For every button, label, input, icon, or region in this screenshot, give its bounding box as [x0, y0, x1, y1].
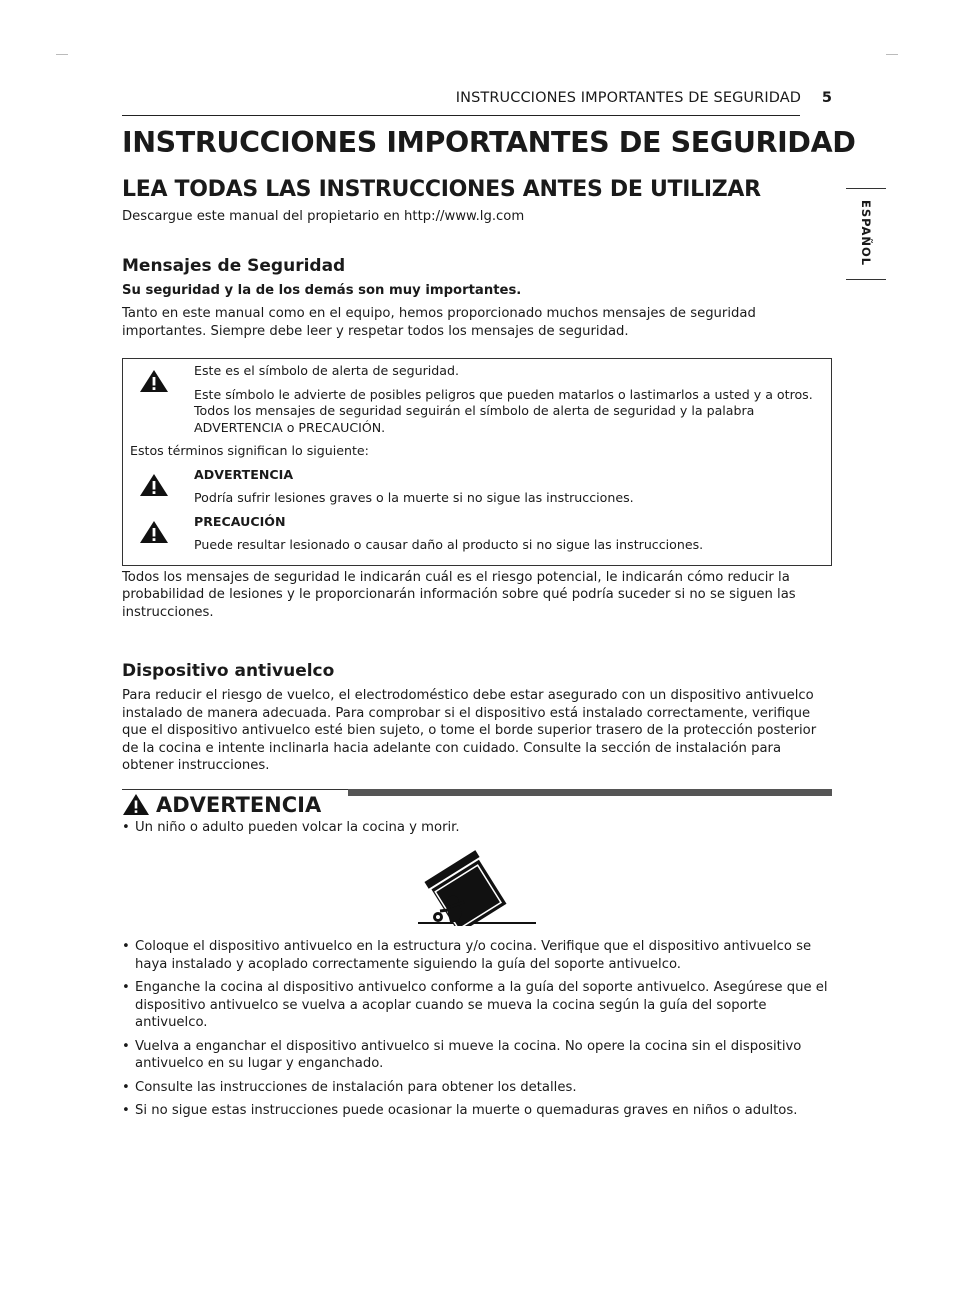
- safety-bold-intro: Su seguridad y la de los demás son muy importantes.: [122, 282, 522, 298]
- warning-text: Podría sufrir lesiones graves o la muerte si no sigue las instrucciones.: [194, 490, 634, 505]
- list-item: • Consulte las instrucciones de instalación para obtener los detalles.: [122, 1079, 832, 1097]
- warning-triangle-icon: [130, 363, 194, 443]
- running-header: [122, 90, 832, 112]
- warning-triangle-icon: [122, 793, 150, 816]
- range-tipping-over-child-illustration: [418, 844, 536, 926]
- list-item: • Un niño o adulto pueden volcar la cocina y morir.: [122, 819, 832, 837]
- terms-intro: Estos términos significan lo siguiente:: [130, 443, 369, 458]
- page-title: INSTRUCCIONES IMPORTANTES DE SEGURIDAD: [122, 126, 856, 159]
- download-text: Descargue este manual del propietario en http://www.lg.com: [122, 209, 525, 224]
- warning-label: ADVERTENCIA: [194, 466, 294, 482]
- symbol-row: [130, 363, 823, 443]
- list-item: • Vuelva a enganchar el dispositivo antivuelco si mueve la cocina. No opere la cocina sin el dispositivo antivuelco en su lugar y enganchado.: [122, 1038, 832, 1073]
- list-item: • Coloque el dispositivo antivuelco en la estructura y/o cocina. Verifique que el dispositivo antivuelco se haya instalado y acoplado correctamente siguiendo la guía del soporte antivuelco.: [122, 938, 832, 973]
- header-rule: [122, 115, 800, 116]
- warning-triangle-icon: [130, 467, 194, 514]
- page-subtitle: LEA TODAS LAS INSTRUCCIONES ANTES DE UTILIZAR: [122, 177, 761, 202]
- caution-label: PRECAUCIÓN: [194, 513, 286, 529]
- symbol-text: Este es el símbolo de alerta de seguridad.: [194, 363, 459, 378]
- language-label: ESPAÑOL: [859, 200, 873, 267]
- anti-tip-text: Para reducir el riesgo de vuelco, el electrodoméstico debe estar asegurado con un dispositivo antivuelco instalado de manera adecuada. Para comprobar si el dispositivo está instalado correctamente, verifique que el dispositivo antivuelco esté bien sujeto, o tome el borde superior trasero de la protección posterior de la cocina e intente inclinarla hacia adelante con cuidado. Consulte la sección de instalación para obtener instrucciones.: [122, 688, 817, 773]
- safety-intro: Tanto en este manual como en el equipo, hemos proporcionado muchos mensajes de seguridad importantes. Siempre debe leer y respetar todos los mensajes de seguridad.: [122, 306, 756, 339]
- list-item: • Enganche la cocina al dispositivo antivuelco conforme a la guía del soporte antivuelco. Asegúrese que el dispositivo antivuelco se vuelva a acoplar cuando se mueva la cocina según la guía del soporte antivuelco.: [122, 979, 832, 1032]
- page-content: [122, 126, 856, 1126]
- warning-banner-bar: [348, 789, 832, 796]
- after-box-text: Todos los mensajes de seguridad le indicarán cuál es el riesgo potencial, le indicarán cómo reducir la probabilidad de lesiones y le proporcionarán información sobre qué podría suceder si no se siguen las instrucciones.: [122, 569, 796, 620]
- safety-messages-heading: Mensajes de Seguridad: [122, 255, 346, 276]
- warning-triangle-icon: [130, 514, 194, 561]
- anti-tip-heading: Dispositivo antivuelco: [122, 661, 335, 681]
- warning-banner: [122, 789, 832, 819]
- safety-symbol-box: [122, 358, 832, 566]
- symbol-description: Este símbolo le advierte de posibles peligros que pueden matarlos o lastimarlos a usted y a otros. Todos los mensajes de seguridad seguirán el símbolo de alerta de seguridad y la palabra ADVERTENCIA o PRECAUCIÓN.: [194, 386, 813, 435]
- crop-mark-left: [56, 54, 68, 55]
- list-item: • Si no sigue estas instrucciones puede ocasionar la muerte o quemaduras graves en niños o adultos.: [122, 1102, 832, 1120]
- caution-row: [130, 514, 823, 561]
- crop-mark-right: [886, 54, 898, 55]
- page-number: 5: [821, 90, 832, 106]
- warning-list-top: [122, 819, 832, 837]
- language-side-tab: [846, 188, 886, 280]
- warning-banner-label: ADVERTENCIA: [156, 792, 322, 817]
- warning-list: [122, 938, 832, 1120]
- running-header-title: INSTRUCCIONES IMPORTANTES DE SEGURIDAD: [455, 90, 801, 106]
- caution-text: Puede resultar lesionado o causar daño al producto si no sigue las instrucciones.: [194, 537, 704, 552]
- warning-row: [130, 467, 823, 514]
